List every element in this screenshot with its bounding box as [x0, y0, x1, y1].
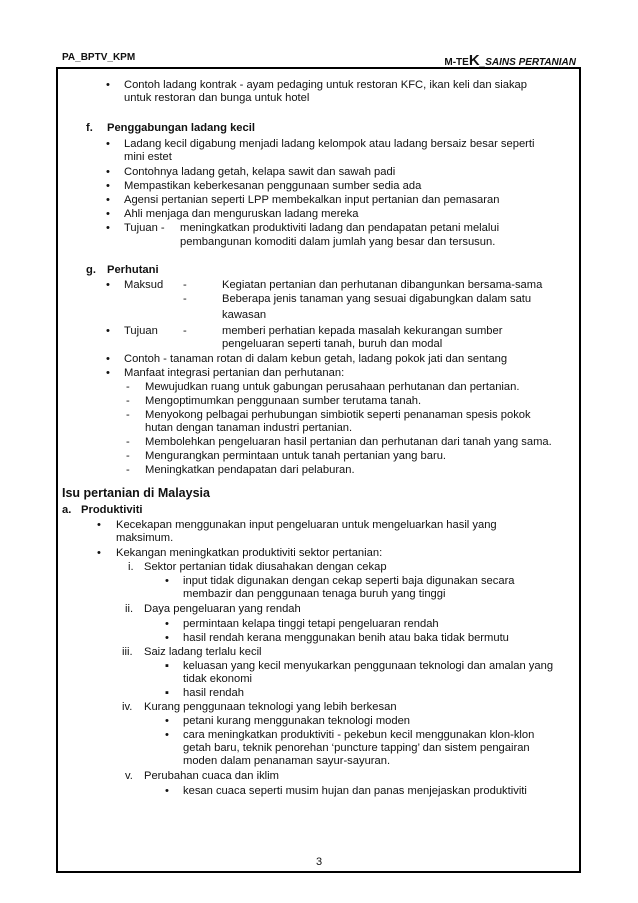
roman-numeral: iii. [122, 646, 133, 658]
text-line: Tujuan [124, 325, 158, 337]
dash: - [183, 325, 187, 337]
text-line: Ladang kecil digabung menjadi ladang kelompok atau ladang bersaiz besar seperti [124, 138, 535, 150]
bullet-icon: • [106, 166, 110, 178]
square-bullet-icon: ▪ [165, 660, 169, 672]
text-line: Tujuan - [124, 222, 165, 234]
text-line: Contohnya ladang getah, kelapa sawit dan sawah padi [124, 166, 396, 178]
text-line: hutan dengan tanaman industri pertanian. [145, 422, 353, 434]
dash: - [126, 464, 130, 476]
bullet-icon: • [165, 618, 169, 630]
text-line: moden dalam penanaman sayur-sayuran. [183, 755, 391, 767]
text-line: untuk restoran dan bunga untuk hotel [124, 92, 310, 104]
header-right-prefix: M-TE [444, 57, 469, 68]
dash: - [126, 409, 130, 421]
roman-numeral: ii. [125, 603, 134, 615]
section-title: Penggabungan ladang kecil [107, 122, 255, 134]
header-right-suffix: _SAINS PERTANIAN [479, 57, 576, 68]
text-line: Manfaat integrasi pertanian dan perhutanan: [124, 367, 345, 379]
text-line: Mempastikan keberkesanan penggunaan sumber sedia ada [124, 180, 422, 192]
text-line: kesan cuaca seperti musim hujan dan panas menjejaskan produktiviti [183, 785, 527, 797]
text-line: Agensi pertanian seperti LPP membekalkan input pertanian dan pemasaran [124, 194, 500, 206]
text-line: Contoh - tanaman rotan di dalam kebun getah, ladang pokok jati dan sentang [124, 353, 508, 365]
section-heading: Isu pertanian di Malaysia [62, 486, 210, 500]
text-line: cara meningkatkan produktiviti - pekebun kecil menggunakan klon-klon [183, 729, 535, 741]
dash: - [183, 279, 187, 291]
text-line: keluasan yang kecil menyukarkan penggunaan teknologi dan amalan yang [183, 660, 554, 672]
text-line: Kekangan meningkatkan produktiviti sektor pertanian: [116, 547, 383, 559]
dash: - [183, 293, 187, 305]
section-title: Perhutani [107, 264, 159, 276]
text-line: hasil rendah kerana menggunakan benih atau baka tidak bermutu [183, 632, 509, 644]
text-line: kawasan [222, 309, 267, 321]
text-line: permintaan kelapa tinggi tetapi pengeluaran rendah [183, 618, 439, 630]
text-line: Kurang penggunaan teknologi yang lebih berkesan [144, 701, 397, 713]
bullet-icon: • [106, 194, 110, 206]
section-label: g. [86, 264, 96, 276]
text-line: memberi perhatian kepada masalah kekurangan sumber [222, 325, 503, 337]
bullet-icon: • [106, 79, 110, 91]
bullet-icon: • [165, 715, 169, 727]
dash: - [126, 436, 130, 448]
section-label: f. [86, 122, 93, 134]
section-title: Produktiviti [81, 504, 143, 516]
text-line: maksimum. [116, 532, 174, 544]
bullet-icon: • [106, 353, 110, 365]
roman-numeral: iv. [122, 701, 133, 713]
bullet-icon: • [106, 180, 110, 192]
text-line: Kecekapan menggunakan input pengeluaran untuk mengeluarkan hasil yang [116, 519, 497, 531]
bullet-icon: • [106, 367, 110, 379]
text-line: Mengurangkan permintaan untuk tanah pertanian yang baru. [145, 450, 447, 462]
text-line: input tidak digunakan dengan cekap seperti baja digunakan secara [183, 575, 515, 587]
text-line: hasil rendah [183, 687, 244, 699]
roman-numeral: i. [128, 561, 134, 573]
roman-numeral: v. [125, 770, 133, 782]
header-right-big-letter: K [468, 52, 480, 69]
text-line: meningkatkan produktiviti ladang dan pendapatan petani melalui [180, 222, 500, 234]
text-line: Daya pengeluaran yang rendah [144, 603, 301, 615]
text-line: Menyokong pelbagai perhubungan simbiotik seperti penanaman spesis pokok [145, 409, 531, 421]
bullet-icon: • [165, 632, 169, 644]
bullet-icon: • [106, 138, 110, 150]
dash: - [126, 395, 130, 407]
bullet-icon: • [97, 519, 101, 531]
bullet-icon: • [97, 547, 101, 559]
header-left: PA_BPTV_KPM [62, 52, 136, 63]
text-line: Mengoptimumkan penggunaan sumber terutama tanah. [145, 395, 422, 407]
text-line: Maksud [124, 279, 164, 291]
bullet-icon: • [106, 222, 110, 234]
text-line: Perubahan cuaca dan iklim [144, 770, 279, 782]
text-line: petani kurang menggunakan teknologi moden [183, 715, 411, 727]
section-label: a. [62, 504, 72, 516]
text-line: Kegiatan pertanian dan perhutanan dibangunkan bersama-sama [222, 279, 543, 291]
text-line: Saiz ladang terlalu kecil [144, 646, 262, 658]
text-line: Beberapa jenis tanaman yang sesuai digabungkan dalam satu [222, 293, 532, 305]
dash: - [126, 450, 130, 462]
text-line: Ahli menjaga dan menguruskan ladang mereka [124, 208, 359, 220]
bullet-icon: • [106, 208, 110, 220]
text-line: Sektor pertanian tidak diusahakan dengan cekap [144, 561, 387, 573]
text-line: pengeluaran seperti tanah, buruh dan modal [222, 338, 443, 350]
text-line: tidak ekonomi [183, 673, 253, 685]
page-number: 3 [315, 856, 323, 868]
bullet-icon: • [165, 785, 169, 797]
dash: - [126, 381, 130, 393]
bullet-icon: • [106, 279, 110, 291]
text-line: Membolehkan pengeluaran hasil pertanian dan perhutanan dari tanah yang sama. [145, 436, 552, 448]
text-line: mini estet [124, 151, 172, 163]
bullet-icon: • [165, 575, 169, 587]
square-bullet-icon: ▪ [165, 687, 169, 699]
text-line: Meningkatkan pendapatan dari pelaburan. [145, 464, 355, 476]
text-line: Contoh ladang kontrak - ayam pedaging untuk restoran KFC, ikan keli dan siakap [124, 79, 527, 91]
bullet-icon: • [106, 325, 110, 337]
bullet-icon: • [165, 729, 169, 741]
text-line: pembangunan komoditi dalam jumlah yang besar dan tersusun. [180, 236, 496, 248]
text-line: Mewujudkan ruang untuk gabungan perusahaan perhutanan dan pertanian. [145, 381, 520, 393]
text-line: membazir dan penggunaan tenaga buruh yang tinggi [183, 588, 446, 600]
text-line: getah baru, teknik penorehan ‘puncture tapping’ dan sistem pengairan [183, 742, 530, 754]
